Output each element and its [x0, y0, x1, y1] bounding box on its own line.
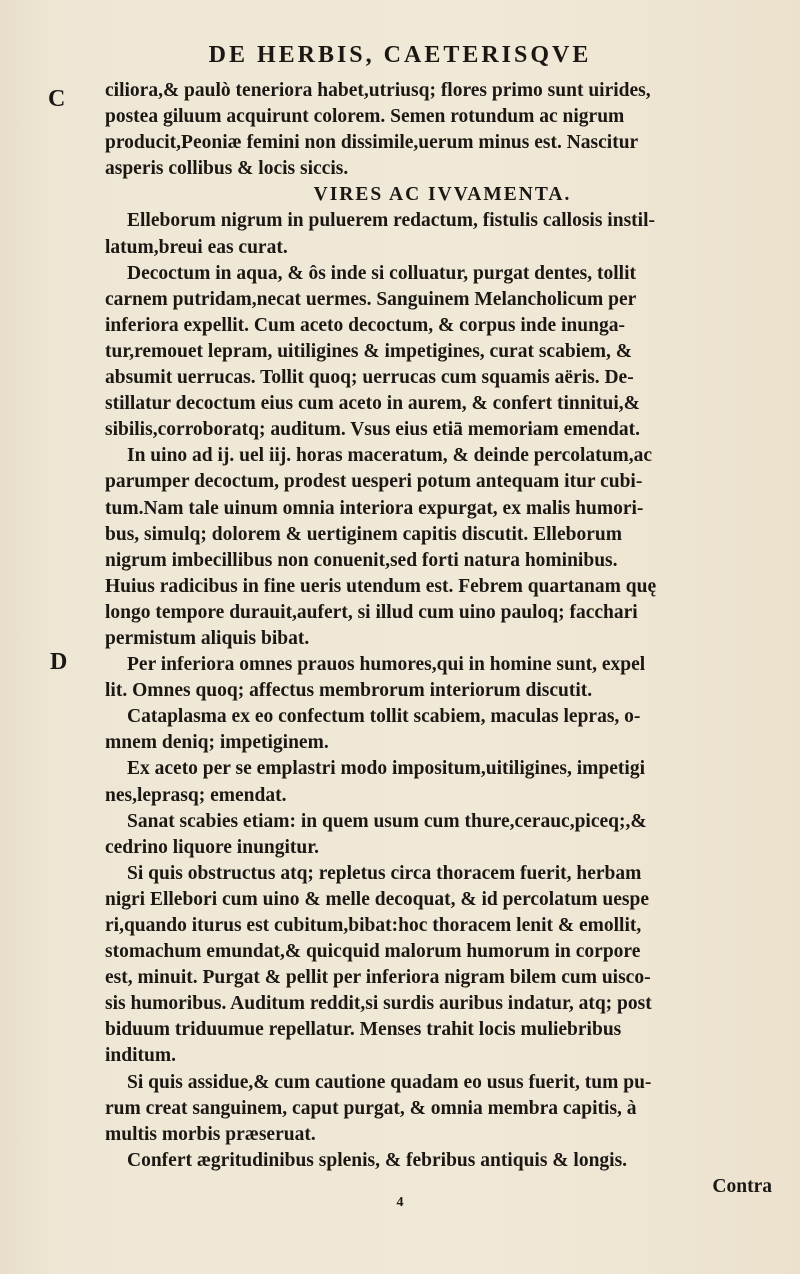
text-line: carnem putridam,necat uermes. Sanguinem Melancholicum per: [105, 288, 637, 310]
text-line: Per inferiora omnes prauos humores,qui in homine sunt, expel: [127, 654, 646, 676]
text-line: nigri Ellebori cum uino & melle decoquat, & id percolatum uespe: [105, 888, 650, 910]
text-line: longo tempore durauit,aufert, si illud cum uino pauloq; facchari: [105, 601, 638, 623]
text-line: inferiora expellit. Cum aceto decoctum, & corpus inde inunga-: [105, 314, 625, 336]
margin-letter-d: D: [50, 649, 68, 675]
text-line: tur,remouet lepram, uitiligines & impetigines, curat scabiem, &: [105, 340, 632, 362]
text-line: ciliora,& paulò teneriora habet,utriusq; flores primo sunt uirides,: [105, 80, 651, 101]
text-line: nigrum imbecillibus non conuenit,sed forti natura hominibus.: [105, 549, 618, 571]
text-line: inditum.: [105, 1045, 176, 1067]
catchword: Contra: [712, 1175, 772, 1197]
text-line: Decoctum in aqua, & ôs inde si colluatur, purgat dentes, tollit: [127, 262, 637, 284]
text-line: postea giluum acquirunt colorem. Semen rotundum ac nigrum: [105, 106, 625, 128]
text-line: parumper decoctum, prodest uesperi potum antequam itur cubi-: [105, 471, 643, 493]
body-text: [105, 78, 780, 1200]
text-line: In uino ad ij. uel iij. horas maceratum, & deinde percolatum,ac: [127, 445, 653, 467]
text-line: latum,breui eas curat.: [105, 236, 288, 258]
text-line: Cataplasma ex eo confectum tollit scabiem, maculas lepras, o-: [127, 706, 641, 728]
text-line: Ex aceto per se emplastri modo impositum,uitiligines, impetigi: [127, 758, 645, 780]
text-line: nes,leprasq; emendat.: [105, 784, 287, 806]
text-line: ri,quando iturus est cubitum,bibat:hoc thoracem lenit & emollit,: [105, 915, 642, 936]
text-line: absumit uerrucas. Tollit quoq; uerrucas cum squamis aëris. De-: [105, 367, 634, 389]
margin-letter-c: C: [48, 86, 66, 112]
text-line: biduum triduumue repellatur. Menses trahit locis muliebribus: [105, 1019, 622, 1041]
text-line: producit,Peoniæ femini non dissimile,uerum minus est. Nascitur: [105, 132, 639, 154]
text-line: cedrino liquore inungitur.: [105, 836, 320, 858]
text-line: permistum aliquis bibat.: [105, 627, 310, 649]
text-line: sis humoribus. Auditum reddit,si surdis auribus indatur, atq; post: [105, 993, 652, 1015]
text-line: stillatur decoctum eius cum aceto in aurem, & confert tinnitui,&: [105, 393, 640, 415]
section-heading: VIRES AC IVVAMENTA.: [313, 184, 572, 206]
text-line: Huius radicibus in fine ueris utendum est. Febrem quartanam quę: [105, 575, 657, 597]
text-line: Confert ægritudinibus splenis, & febribus antiquis & longis.: [127, 1149, 628, 1171]
text-line: stomachum emundat,& quicquid malorum humorum in corpore: [105, 941, 641, 963]
text-line: multis morbis præseruat.: [105, 1123, 316, 1145]
text-line: mnem deniq; impetiginem.: [105, 732, 329, 754]
text-line: asperis collibus & locis siccis.: [105, 158, 349, 180]
text-line: sibilis,corroboratq; auditum. Vsus eius etiā memoriam emendat.: [105, 419, 640, 441]
text-line: tum.Nam tale uinum omnia interiora expurgat, ex malis humori-: [105, 497, 644, 519]
folio-signature: 4: [396, 1195, 404, 1210]
text-line: Elleborum nigrum in puluerem redactum, fistulis callosis instil-: [127, 210, 655, 232]
text-line: est, minuit. Purgat & pellit per inferiora nigram bilem cum uisco-: [105, 967, 651, 989]
text-line: bus, simulq; dolorem & uertiginem capitis discutit. Elleborum: [105, 523, 622, 545]
text-line: rum creat sanguinem, caput purgat, & omnia membra capitis, à: [105, 1097, 637, 1119]
text-line: lit. Omnes quoq; affectus membrorum interiorum discutit.: [105, 680, 593, 702]
running-title: DE HERBIS, CAETERISQVE: [208, 42, 592, 68]
text-line: Si quis assidue,& cum cautione quadam eo usus fuerit, tum pu-: [127, 1071, 652, 1093]
text-line: Sanat scabies etiam: in quem usum cum thure,cerauc,piceq;,&: [127, 810, 647, 832]
text-line: Si quis obstructus atq; repletus circa thoracem fuerit, herbam: [127, 862, 642, 884]
